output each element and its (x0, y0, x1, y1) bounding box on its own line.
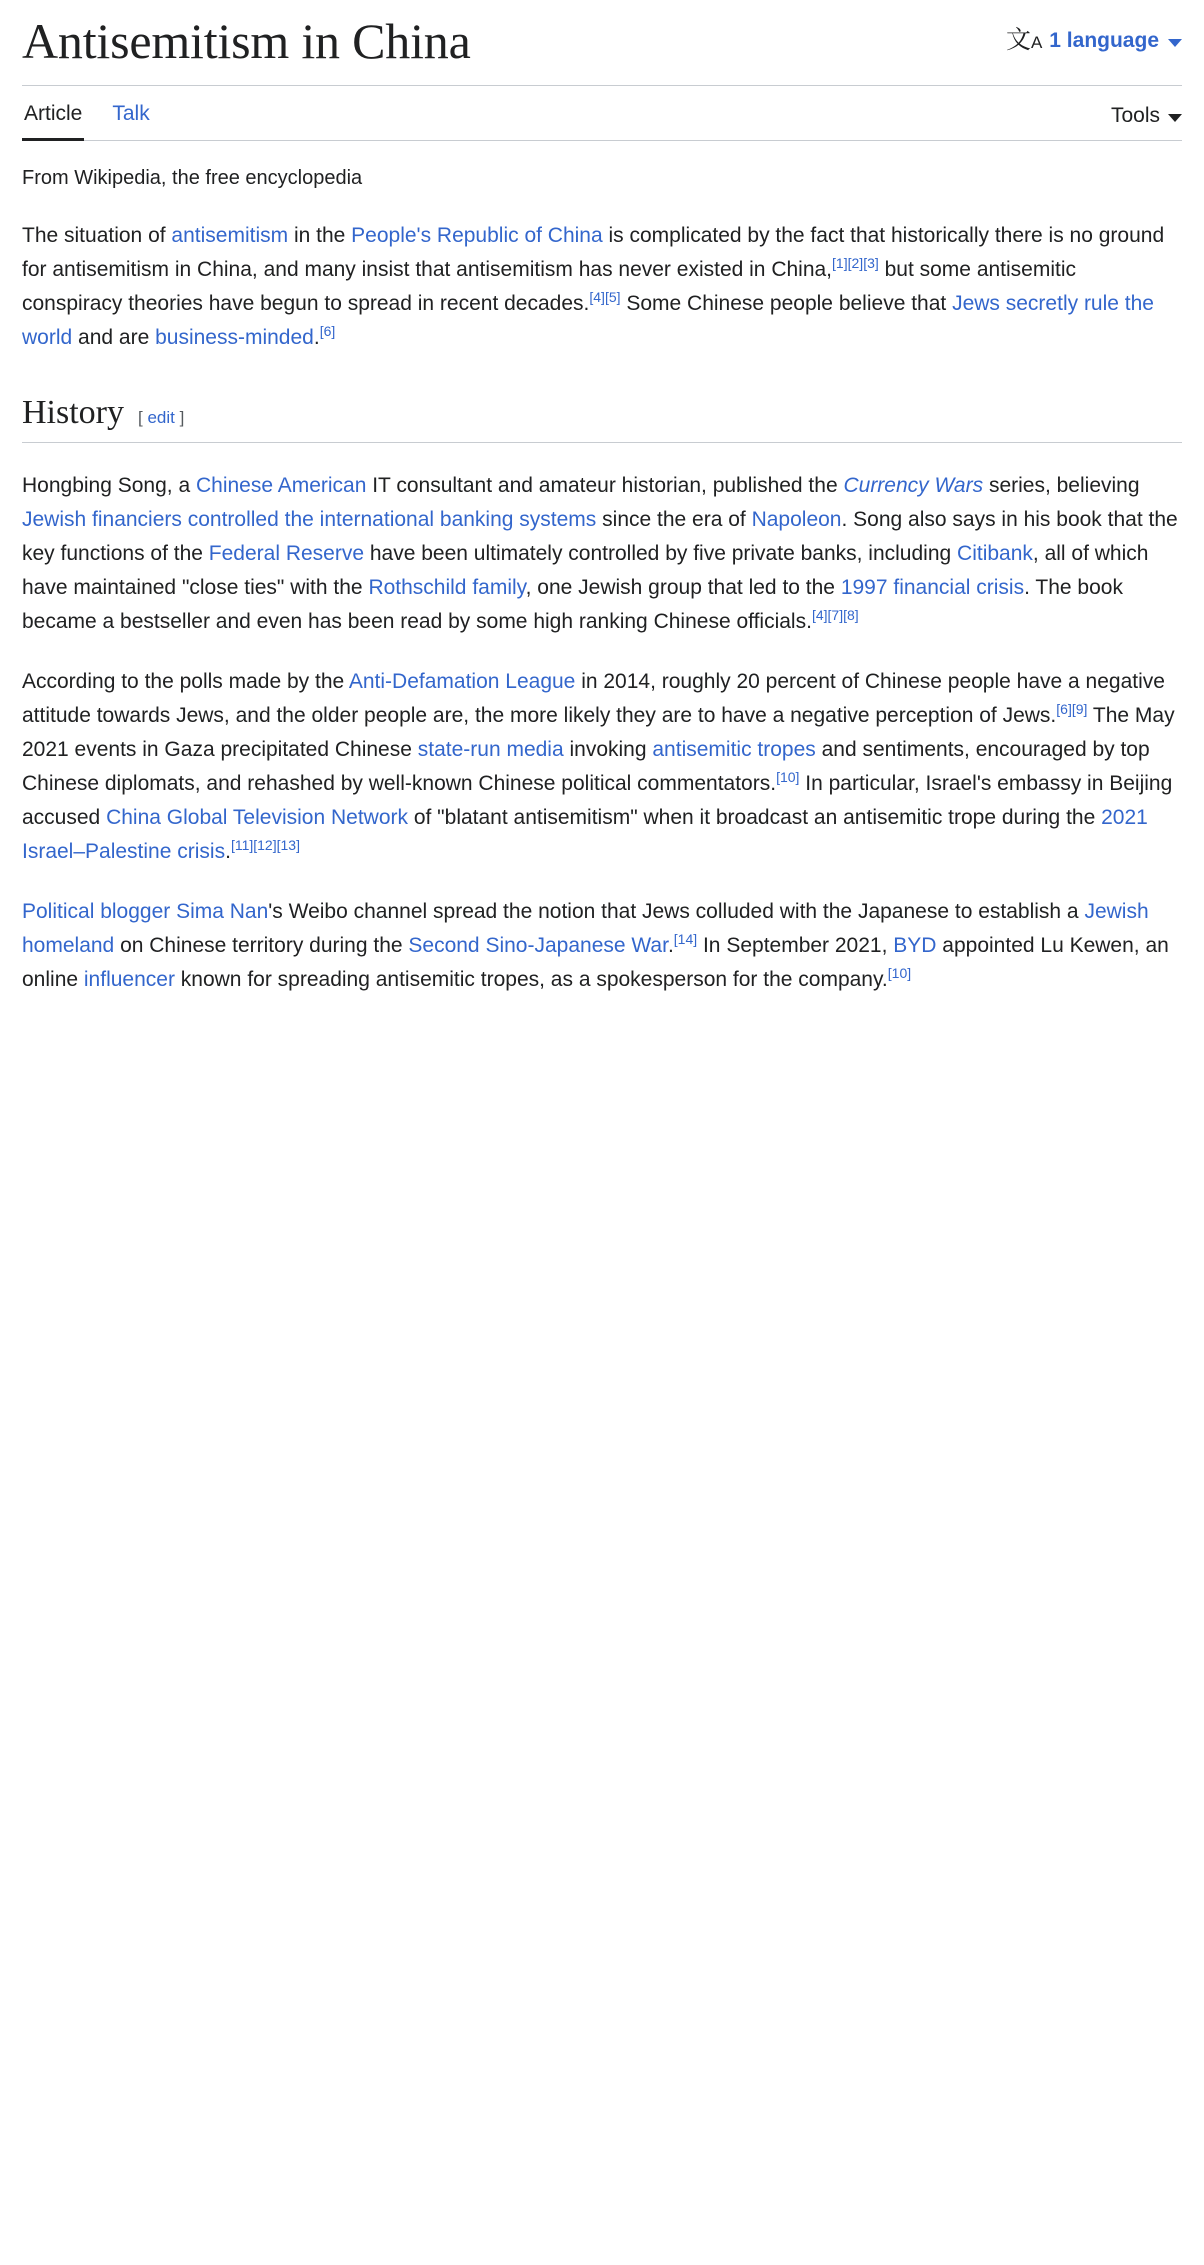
section-edit-link[interactable] (138, 408, 184, 428)
text-fragment: . (667, 934, 674, 958)
page-title: Antisemitism in China (22, 13, 471, 69)
citation-ref[interactable] (848, 255, 864, 271)
citation-link[interactable]: [12] (253, 837, 277, 854)
text-fragment: . Song also says in his book that the key functions of the (22, 507, 1178, 565)
link-anti-defamation-league[interactable]: Anti-Defamation League (348, 669, 576, 693)
text-fragment: in 2014, roughly 20 percent of Chinese people have a negative attitude towards Jews, and the older people are, the more likely they are to have a negative perception of Jews. (22, 669, 1165, 727)
text-fragment: 's Weibo channel spread the notion that Jews colluded with the Japanese to establish a (268, 900, 1085, 924)
link-citibank[interactable]: Citibank (957, 541, 1033, 565)
citation-link[interactable]: [4] (811, 606, 828, 623)
citation-ref[interactable] (231, 837, 253, 853)
citation-ref[interactable] (828, 607, 844, 623)
link-second-sino-japanese-war[interactable]: Second Sino-Japanese War (408, 934, 668, 958)
link-influencer[interactable]: influencer (83, 968, 175, 992)
citation-link[interactable]: [3] (863, 255, 879, 272)
link-rothschild-family[interactable]: Rothschild family (368, 575, 526, 599)
text-fragment: According to the polls made by the (22, 669, 349, 693)
history-paragraph-2 (22, 665, 1182, 869)
history-paragraph-1 (22, 469, 1182, 639)
bracket-open: [ (138, 408, 143, 428)
citation-link[interactable]: [1] (832, 255, 848, 272)
link-business-minded[interactable]: business-minded (155, 326, 314, 350)
text-fragment: In September 2021, (697, 934, 894, 958)
text-fragment: and sentiments, encouraged by top Chinese diplomats, and rehashed by well-known Chinese political commentators. (22, 737, 1150, 795)
citation-link[interactable]: [10] (776, 768, 800, 785)
text-fragment: . (225, 840, 231, 864)
link-antisemitic-tropes[interactable]: antisemitic tropes (652, 737, 816, 761)
tools-menu-button[interactable] (1111, 104, 1182, 140)
language-translate-icon: 文A (1005, 26, 1043, 54)
citation-ref[interactable] (674, 931, 697, 947)
text-fragment: of "blatant antisemitism" when it broadcast an antisemitic trope during the (408, 806, 1102, 829)
citation-ref[interactable] (277, 837, 300, 853)
text-fragment: In particular, Israel's embassy in Beijing accused (22, 771, 1173, 829)
citation-link[interactable]: [4] (589, 289, 605, 306)
text-fragment: since the era of (596, 507, 752, 531)
tab-article[interactable]: Article (22, 96, 84, 141)
text-fragment: IT consultant and amateur historian, published the (366, 473, 844, 497)
citation-ref[interactable] (1072, 701, 1088, 717)
citation-link[interactable]: [13] (276, 837, 300, 854)
citation-ref[interactable] (253, 837, 276, 853)
site-tagline: From Wikipedia, the free encyclopedia (22, 167, 363, 189)
citation-ref[interactable] (589, 289, 605, 305)
text-fragment: Hongbing Song, a (22, 473, 196, 497)
citation-link[interactable]: [14] (673, 931, 698, 948)
link-jews-secretly-rule-the-world[interactable]: Jews secretly rule the world (22, 292, 1154, 350)
text-fragment: Some Chinese people believe that (620, 292, 953, 316)
citation-ref[interactable] (812, 607, 828, 623)
text-fragment: have been ultimately controlled by five private banks, including (364, 541, 958, 565)
link-peoples-republic-of-china[interactable]: People's Republic of China (351, 224, 603, 247)
citation-ref[interactable] (888, 965, 911, 981)
text-fragment: known for spreading antisemitic tropes, as a spokesperson for the company. (174, 968, 888, 992)
link-jewish-financiers-banking[interactable]: Jewish financiers controlled the international banking systems (22, 507, 597, 531)
citation-ref[interactable] (832, 255, 848, 271)
text-fragment: , all of which have maintained "close ties" with the (22, 541, 1149, 599)
language-selector-button[interactable] (1006, 14, 1182, 53)
citation-link[interactable]: [6] (1056, 700, 1072, 717)
text-fragment: invoking (563, 737, 653, 761)
citation-ref[interactable] (863, 255, 879, 271)
citation-link[interactable]: [10] (887, 965, 912, 982)
tools-label: Tools (1110, 104, 1160, 127)
citation-link[interactable]: [8] (843, 606, 859, 623)
text-fragment: but some antisemitic conspiracy theories have begun to spread in recent decades. (22, 258, 1077, 316)
namespace-tabs-row (22, 86, 1182, 141)
tab-talk[interactable]: Talk (112, 102, 150, 125)
link-china-global-television-network[interactable]: China Global Television Network (106, 806, 408, 829)
article-page (0, 0, 1204, 997)
citation-ref[interactable] (320, 323, 336, 339)
language-count-label: 1 language (1049, 28, 1159, 52)
link-antisemitism[interactable]: antisemitism (171, 224, 289, 247)
chevron-down-icon (1168, 114, 1182, 122)
text-fragment: . The book became a bestseller and even has been read by some high ranking Chinese officials. (22, 575, 1123, 633)
history-paragraph-3 (22, 895, 1182, 997)
link-1997-financial-crisis[interactable]: 1997 financial crisis (840, 575, 1025, 599)
link-byd[interactable]: BYD (893, 934, 937, 958)
text-fragment: is complicated by the fact that historically there is no ground for antisemitism in China, and many insist that antisemitism has never existed in China, (22, 224, 1165, 282)
citation-link[interactable]: [5] (604, 289, 621, 306)
link-jewish-homeland[interactable]: Jewish homeland (22, 900, 1149, 958)
bracket-close: ] (179, 408, 185, 428)
citation-ref[interactable] (605, 289, 621, 305)
section-heading-history (22, 393, 1182, 443)
text-fragment: on Chinese territory during the (114, 934, 409, 958)
link-political-blogger-sima-nan[interactable]: Political blogger Sima Nan (22, 900, 269, 924)
citation-ref[interactable] (843, 607, 859, 623)
chevron-down-icon (1168, 39, 1182, 47)
citation-link[interactable]: [6] (319, 323, 336, 340)
citation-ref[interactable] (776, 769, 799, 785)
text-fragment: The May 2021 events in Gaza precipitated Chinese (22, 703, 1175, 761)
text-fragment: and are (72, 326, 156, 350)
link-2021-israel-palestine-crisis[interactable]: 2021 Israel–Palestine crisis (22, 806, 1148, 864)
citation-link[interactable]: [2] (847, 255, 864, 272)
citation-link[interactable]: [9] (1071, 700, 1088, 717)
link-napoleon[interactable]: Napoleon (751, 507, 842, 531)
text-fragment: series, believing (983, 473, 1140, 497)
text-fragment: in the (288, 224, 352, 247)
text-fragment: , one Jewish group that led to the (525, 575, 841, 599)
text-fragment: appointed Lu Kewen, an online (22, 934, 1169, 992)
title-row (22, 0, 1182, 86)
namespace-tabs (22, 96, 152, 140)
lead-paragraph (22, 219, 1182, 355)
edit-link-label[interactable]: edit (147, 408, 175, 428)
citation-ref[interactable] (1056, 701, 1072, 717)
link-federal-reserve[interactable]: Federal Reserve (208, 541, 365, 565)
text-fragment: The situation of (22, 224, 172, 247)
link-currency-wars[interactable]: Currency Wars (843, 473, 984, 497)
link-chinese-american[interactable]: Chinese American (195, 473, 367, 497)
text-fragment: . (313, 326, 320, 350)
citation-link[interactable]: [11] (230, 837, 254, 854)
link-state-run-media[interactable]: state-run media (417, 737, 564, 761)
section-title: History (22, 394, 124, 432)
citation-link[interactable]: [7] (827, 606, 844, 623)
